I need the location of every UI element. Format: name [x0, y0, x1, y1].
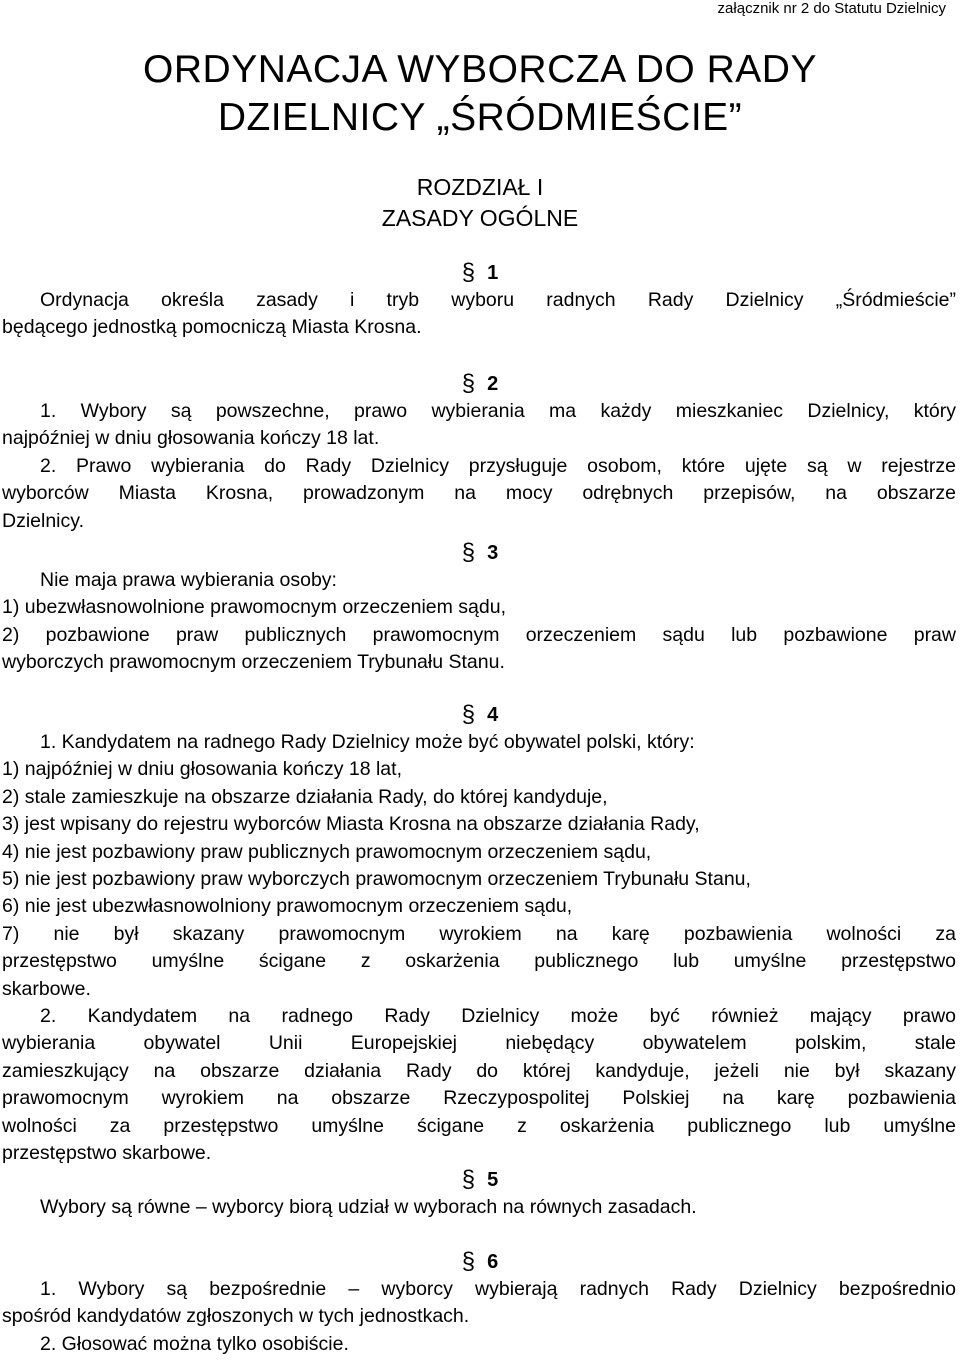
text-line: Nie maja prawa wybierania osoby:: [40, 569, 337, 591]
section-heading: [0, 539, 960, 567]
text-line: 1. Kandydatem na radnego Rady Dzielnicy może być obywatel polski, który:: [40, 731, 695, 753]
text-line: spośród kandydatów zgłoszonych w tych jednostkach.: [2, 1305, 470, 1328]
text-line: zamieszkujący na obszarze działania Rady do której kandyduje, jeżeli nie był skazany: [2, 1059, 956, 1082]
section-3: [0, 539, 960, 677]
text-line: 1) najpóźniej w dniu głosowania kończy 18 lat,: [2, 758, 402, 781]
section-5: [0, 1166, 960, 1221]
section-number: 3: [487, 542, 499, 564]
text-line: 2. Kandydatem na radnego Rady Dzielnicy może być również mający prawo: [40, 1005, 956, 1028]
section-6: [0, 1248, 960, 1358]
text-line: wybierania obywatel Unii Europejskiej niebędący obywatelem polskim, stale: [2, 1032, 956, 1055]
section-number: 2: [487, 373, 499, 395]
document-title: [0, 46, 960, 142]
text-line: 6) nie jest ubezwłasnowolniony prawomocnym orzeczeniem sądu,: [2, 895, 573, 918]
text-line: skarbowe.: [2, 977, 91, 1000]
section-heading: [0, 1166, 960, 1194]
paragraph-symbol: §: [461, 701, 476, 728]
section-heading: [0, 701, 960, 729]
paragraph-symbol: §: [461, 539, 476, 566]
text-line: prawomocnym wyrokiem na obszarze Rzeczypospolitej Polskiej na karę pozbawienia: [2, 1087, 956, 1110]
text-line: Wybory są równe – wyborcy biorą udział w wyborach na równych zasadach.: [40, 1196, 697, 1218]
text-line: 3) jest wpisany do rejestru wyborców Miasta Krosna na obszarze działania Rady,: [2, 813, 700, 836]
section-1: [0, 259, 960, 342]
text-line: 1) ubezwłasnowolnione prawomocnym orzeczeniem sądu,: [2, 596, 507, 619]
paragraph-symbol: §: [461, 259, 476, 286]
section-heading: [0, 1248, 960, 1276]
text-line: najpóźniej w dniu głosowania kończy 18 lat.: [2, 427, 380, 450]
text-line: 4) nie jest pozbawiony praw publicznych prawomocnym orzeczeniem sądu,: [2, 840, 652, 863]
title-line-1: ORDYNACJA WYBORCZA DO RADY: [143, 48, 817, 91]
text-line: 2. Głosować można tylko osobiście.: [40, 1332, 349, 1355]
text-line: 1. Wybory są powszechne, prawo wybierania ma każdy mieszkaniec Dzielnicy, który: [40, 400, 956, 422]
title-line-2: DZIELNICY „ŚRÓDMIEŚCIE”: [217, 96, 743, 139]
section-number: 5: [487, 1169, 499, 1191]
text-line: wyborców Miasta Krosna, prowadzonym na mocy odrębnych przepisów, na obszarze: [2, 482, 956, 505]
section-heading: [0, 370, 960, 398]
section-2: [0, 370, 960, 535]
section-heading: [0, 259, 960, 287]
annex-note: załącznik nr 2 do Statutu Dzielnicy: [717, 0, 946, 17]
text-line: Ordynacja określa zasady i tryb wyboru radnych Rady Dzielnicy „Śródmieście”: [40, 289, 956, 311]
text-line: wolności za przestępstwo umyślne ścigane z oskarżenia publicznego lub umyślne: [2, 1114, 956, 1137]
chapter-heading: [0, 172, 960, 234]
text-line: 5) nie jest pozbawiony praw wyborczych prawomocnym orzeczeniem Trybunału Stanu,: [2, 868, 751, 891]
section-number: 4: [487, 704, 499, 726]
text-line: Dzielnicy.: [2, 509, 84, 532]
chapter-number: ROZDZIAŁ I: [416, 174, 544, 200]
text-line: będącego jednostką pomocniczą Miasta Krosna.: [2, 316, 422, 339]
text-line: przestępstwo umyślne ścigane z oskarżenia publicznego lub umyślne przestępstwo: [2, 950, 956, 973]
text-line: przestępstwo skarbowe.: [2, 1142, 212, 1165]
text-line: 7) nie był skazany prawomocnym wyrokiem na karę pozbawienia wolności za: [2, 922, 956, 945]
section-number: 1: [487, 262, 499, 284]
text-line: wyborczych prawomocnym orzeczeniem Trybunału Stanu.: [2, 651, 505, 674]
text-line: 2. Prawo wybierania do Rady Dzielnicy przysługuje osobom, które ujęte są w rejestrze: [40, 454, 956, 477]
text-line: 2) pozbawione praw publicznych prawomocnym orzeczeniem sądu lub pozbawione praw: [2, 623, 956, 646]
paragraph-symbol: §: [461, 370, 476, 397]
text-line: 2) stale zamieszkuje na obszarze działania Rady, do której kandyduje,: [2, 785, 608, 808]
paragraph-symbol: §: [461, 1166, 476, 1193]
section-number: 6: [487, 1251, 499, 1273]
section-4: [0, 701, 960, 1168]
paragraph-symbol: §: [461, 1248, 476, 1275]
text-line: 1. Wybory są bezpośrednie – wyborcy wybierają radnych Rady Dzielnicy bezpośrednio: [40, 1278, 956, 1300]
chapter-title: ZASADY OGÓLNE: [381, 205, 579, 231]
